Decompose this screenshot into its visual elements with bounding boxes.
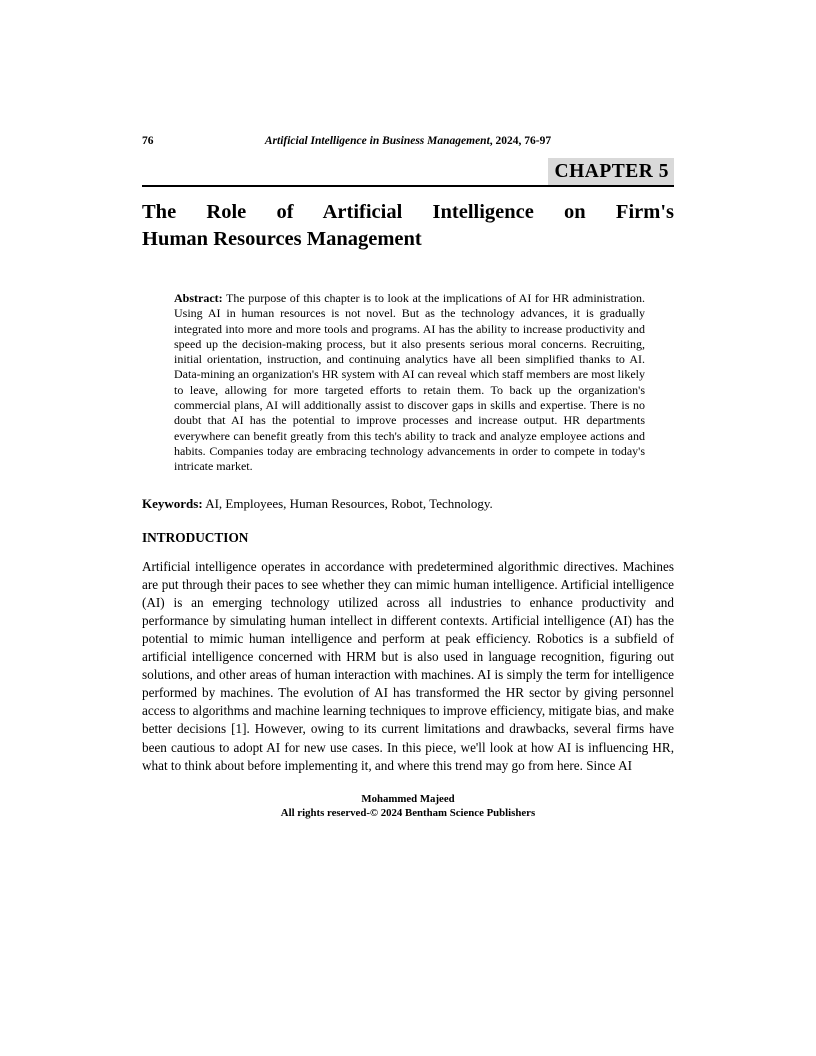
chapter-title-line2: Human Resources Management bbox=[142, 228, 422, 250]
introduction-paragraph: Artificial intelligence operates in accordance with predetermined algorithmic directives. Machines are put through their paces to see whether they can mimic human intelligence. Artificial intelligence (AI) is an emerging technology utilized across all industries to enhance productivity and performance by simulating human intellect in different contexts. Artificial intelligence (AI) has the potential to mimic human intelligence and perform at peak efficiency. Robotics is a subfield of artificial intelligence concerned with HRM but is also used in language recognition, figuring out solutions, and other areas of human interaction with machines. AI is simply the term for intelligence performed by machines. The evolution of AI has transformed the HR sector by giving personnel access to algorithms and machine learning techniques to improve efficiency, mitigate bias, and make better decisions [1]. However, owing to its current limitations and drawbacks, several firms have been cautious to adopt AI for new use cases. In this piece, we'll look at how AI is influencing HR, what to think about before implementing it, and where this trend may go from here. Since AI bbox=[142, 558, 674, 773]
keywords-text: AI, Employees, Human Resources, Robot, Technology. bbox=[202, 495, 493, 511]
keywords-line bbox=[142, 495, 674, 513]
page-content bbox=[142, 0, 674, 820]
running-head bbox=[142, 134, 674, 149]
abstract-paragraph bbox=[142, 291, 674, 475]
footer-rights: All rights reserved-© 2024 Bentham Science Publishers bbox=[280, 806, 536, 819]
abstract-label: Abstract: bbox=[174, 291, 223, 305]
introduction-heading: INTRODUCTION bbox=[142, 529, 249, 545]
abstract-text: The purpose of this chapter is to look at the implications of AI for HR administration. Using AI in human resources is not novel. But as the technology advances, it is gradually integrated into more and more tools and programs. AI has the ability to increase productivity and speed up the decision-making process, but it also presents serious moral concerns. Recruiting, initial orientation, instruction, and continuing analytics have all been simplified thanks to AI. Data-mining an organization's HR system with AI can reveal which staff members are most likely to leave, allowing for more targeted efforts to retain them. To back up the organization's commercial plans, AI will additionally assist to discover gaps in skills and expertise. There is no doubt that AI has the potential to improve processes and increase output. HR departments everywhere can benefit greatly from this tech's ability to track and analyze employee actions and habits. Companies today are embracing technology advancements in order to compete in today's intricate market. bbox=[174, 291, 645, 474]
chapter-banner-row bbox=[142, 158, 674, 187]
running-title bbox=[142, 134, 674, 149]
chapter-badge: CHAPTER 5 bbox=[548, 158, 674, 185]
page-number: 76 bbox=[142, 135, 154, 147]
running-title-journal: Artificial Intelligence in Business Management bbox=[264, 135, 490, 147]
keywords-label: Keywords: bbox=[142, 495, 203, 511]
chapter-title-line1: The Role of Artificial Intelligence on Firm's bbox=[142, 201, 674, 223]
page-footer bbox=[142, 792, 674, 820]
footer-author: Mohammed Majeed bbox=[361, 792, 455, 805]
chapter-title bbox=[142, 199, 674, 253]
running-title-pages: , 2024, 76-97 bbox=[489, 135, 552, 147]
